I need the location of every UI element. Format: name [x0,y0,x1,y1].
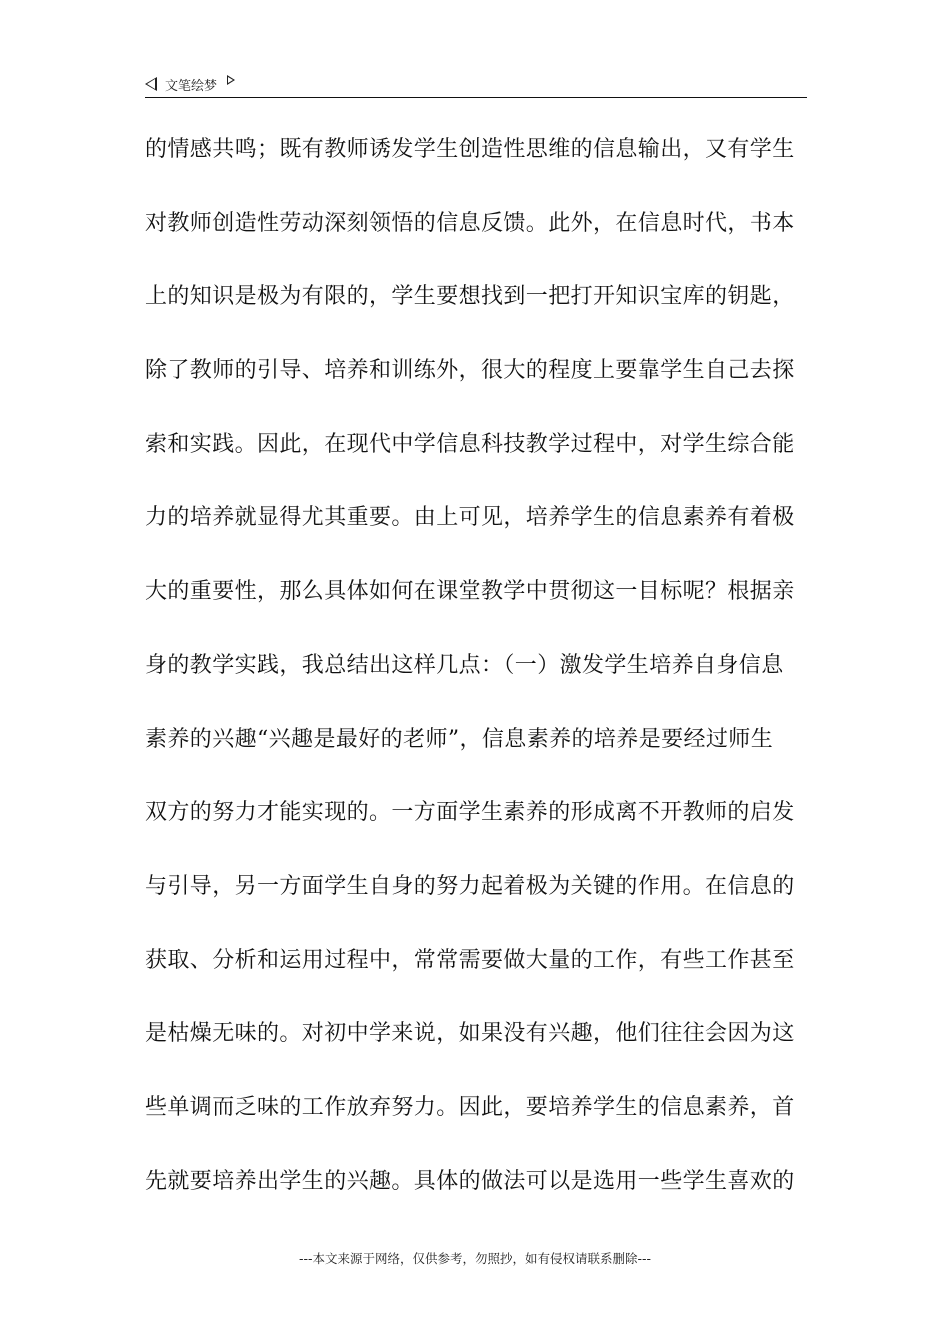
text-line: 的情感共鸣；既有教师诱发学生创造性思维的信息输出，又有学生 [145,137,795,162]
text-line: 先就要培养出学生的兴趣。具体的做法可以是选用一些学生喜欢的 [145,1168,795,1194]
right-triangle-icon [227,75,235,85]
text-line: 获取、分析和运用过程中，常常需要做大量的工作，有些工作甚至 [145,947,795,973]
text-line: 与引导，另一方面学生自身的努力起着极为关键的作用。在信息的 [145,873,795,899]
text-line: 双方的努力才能实现的。一方面学生素养的形成离不开教师的启发 [145,800,795,826]
text-line: 上的知识是极为有限的，学生要想找到一把打开知识宝库的钥匙， [145,284,795,310]
text-line: 力的培养就显得尤其重要。由上可见，培养学生的信息素养有着极 [145,505,795,531]
page-footer: ---本文来源于网络，仅供参考，勿照抄，如有侵权请联系删除--- [298,1251,652,1266]
page-header [145,72,807,96]
text-line: 对教师创造性劳动深刻领悟的信息反馈。此外，在信息时代，书本 [145,210,795,236]
text-line: 些单调而乏味的工作放弃努力。因此，要培养学生的信息素养，首 [145,1094,795,1120]
text-line: 素养的兴趣“兴趣是最好的老师”，信息素养的培养是要经过师生 [145,726,774,752]
left-triangle-icon [145,77,157,91]
text-line: 身的教学实践，我总结出这样几点：（一）激发学生培养自身信息 [145,652,784,678]
header-rule [145,97,807,98]
text-line: 是枯燥无味的。对初中学来说，如果没有兴趣，他们往往会因为这 [145,1021,795,1047]
text-line: 索和实践。因此，在现代中学信息科技教学过程中，对学生综合能 [145,431,795,457]
header-title: 文笔绘梦 [165,78,218,94]
text-line: 除了教师的引导、培养和训练外，很大的程度上要靠学生自己去探 [145,358,795,384]
text-line: 大的重要性，那么具体如何在课堂教学中贯彻这一目标呢？根据亲 [145,579,795,605]
body-text [145,128,807,1233]
